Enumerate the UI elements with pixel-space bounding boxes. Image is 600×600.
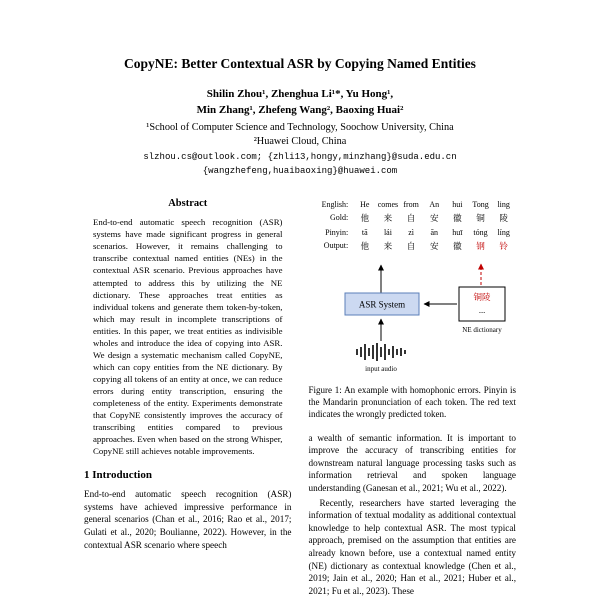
figure-token: An [429, 200, 440, 210]
figure-token: 安 [429, 213, 439, 224]
abstract-text: End-to-end automatic speech recognition (ASR) systems have made significant progress in general scenarios. However, it remains challenging to transcribe contextual named entities (NEs) in the contextual ASR scenario. Previous approaches have attempted to address this by utilizing the NE dictionary. These approaches treat entities as individual tokens and generate them token-by-token, which may result in incomplete transcriptions of entities. In this paper, we treat entities as indivisible wholes and introduce the idea of copying into ASR. We design a systematic mechanism called CopyNE, which can copy entities from the NE dictionary. By copying all tokens of an entity at once, we can reduce errors during entity transcription, ensuring the completeness of the entity. Experiments demonstrate that CopyNE consistently improves the accuracy of transcribing entities compared to previous approaches. Even when based on the strong Whisper, CopyNE still achieves notable improvements. [93, 217, 283, 457]
figure-token: hui [452, 200, 463, 210]
email-line-1: slzhou.cs@outlook.com; {zhli13,hongy,minzhang}@suda.edu.cn [143, 152, 457, 163]
figure-token: 陵 [499, 213, 508, 224]
figure-token: 来 [383, 213, 393, 224]
right-column [309, 198, 517, 597]
figure-token: tóng [473, 227, 488, 237]
affiliations-block [84, 121, 516, 149]
figure-token: 他 [360, 240, 370, 251]
figure-row-label: Gold: [330, 213, 349, 223]
abstract-heading: Abstract [168, 198, 208, 210]
introduction-text: End-to-end automatic speech recognition (ASR) systems have achieved impressive performance in general scenarios (Chan et al., 2016; Rao et al., 2017; Gulati et al., 2020; Boulianne, 2022). However, in the contextual ASR scenario where speech [84, 489, 292, 550]
authors-line-1: Shilin Zhou¹, Zhenghua Li¹*, Yu Hong¹, [206, 88, 394, 100]
figure-token: He [360, 200, 370, 210]
ne-dictionary-label: NE dictionary [462, 326, 502, 334]
affiliation-line-2: ²Huawei Cloud, China [253, 136, 347, 148]
figure-1 [309, 198, 517, 375]
figure-token-grid [309, 198, 515, 253]
figure-token: líng [497, 227, 510, 237]
figure-token: 铜 [476, 213, 485, 224]
figure-token: 徽 [453, 213, 462, 224]
ne-dictionary-entry: 铜陵 [473, 292, 491, 302]
waveform-icon [357, 343, 405, 361]
figure-1-caption: Figure 1: An example with homophonic errors. Pinyin is the Mandarin pronunciation of each token. The red text indicates the wrongly predicted token. [308, 385, 516, 420]
figure-token: 来 [383, 240, 393, 251]
asr-system-label: ASR System [359, 299, 406, 310]
figure-diagram [311, 257, 513, 375]
paper-title: CopyNE: Better Contextual ASR by Copying Named Entities [124, 56, 476, 71]
section-heading-introduction: 1 Introduction [84, 469, 152, 482]
figure-token: ān [430, 227, 439, 237]
figure-token: 自 [406, 213, 416, 224]
ne-dictionary-more: ... [479, 305, 486, 315]
figure-token: Tong [472, 200, 489, 210]
right-column-paragraph-2: Recently, researchers have started leveraging the information of textual modality as additional contextual knowledge to help contextual ASR. The most typical approach, premised on the assumption that entities are already known before, use a contextual named entity (NE) dictionary as contextual knowledge (Chen et al., 2019; Jain et al., 2020; Han et al., 2021; Huber et al., 2021; Fu et al., 2023). These [308, 497, 516, 596]
affiliation-line-1: ¹School of Computer Science and Technology, Soochow University, China [146, 121, 454, 133]
right-column-paragraph-1: a wealth of semantic information. It is important to improve the accuracy of transcribing entities for downstream natural language processing tasks such as information retrieval and spoken language understanding (Ganesan et al., 2021; Wu et al., 2022). [308, 432, 516, 494]
figure-token: 自 [406, 240, 416, 251]
figure-token: tā [361, 227, 368, 237]
figure-token: 铃 [499, 240, 508, 251]
figure-token: ling [497, 200, 510, 210]
figure-token: 他 [360, 213, 370, 224]
figure-row-label: English: [321, 200, 349, 210]
figure-token: comes [377, 200, 399, 210]
emails-block [84, 151, 516, 178]
figure-row-label: Output: [323, 240, 349, 250]
figure-token: zì [408, 227, 414, 237]
figure-token: from [403, 200, 419, 210]
authors-block [84, 87, 516, 119]
email-line-2: {wangzhefeng,huaibaoxing}@huawei.com [202, 165, 398, 176]
figure-token: 钢 [476, 240, 485, 251]
input-audio-label: input audio [365, 365, 398, 373]
figure-token: huī [452, 227, 463, 237]
left-column [84, 198, 292, 597]
authors-line-2: Min Zhang¹, Zhefeng Wang², Baoxing Huai² [196, 103, 404, 116]
figure-token: 安 [429, 240, 439, 251]
figure-token: lái [383, 227, 392, 237]
figure-token: 徽 [453, 240, 462, 251]
figure-row-label: Pinyin: [325, 227, 349, 237]
